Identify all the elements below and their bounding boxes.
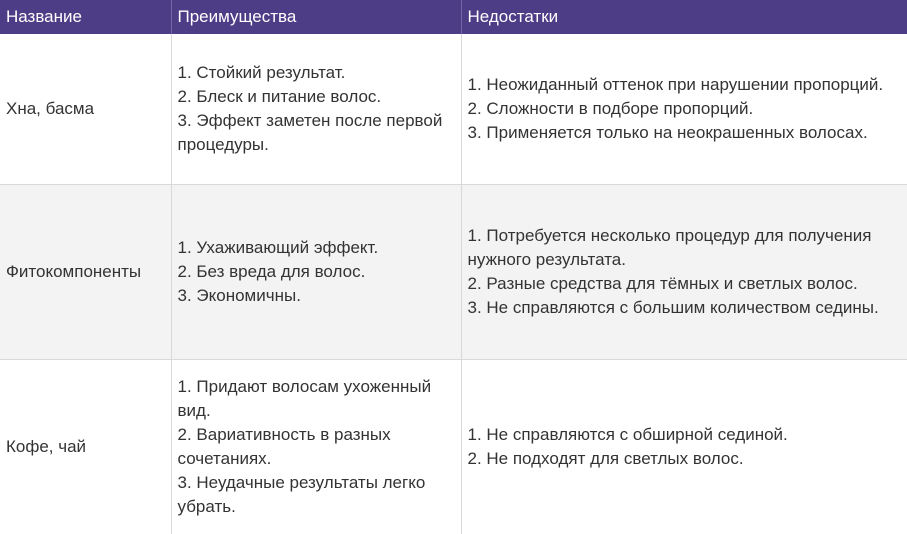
- pros-item: 3. Неудачные результаты легко убрать.: [177, 472, 426, 516]
- table-row: [0, 184, 907, 359]
- row-name: Кофе, чай: [0, 359, 171, 534]
- row-cons: [461, 359, 907, 534]
- pros-item: 1. Ухаживающий эффект.: [177, 237, 379, 257]
- cons-item: 1. Не справляются с обширной сединой.: [467, 424, 788, 444]
- row-pros: [171, 359, 461, 534]
- pros-item: 1. Придают волосам ухоженный вид.: [177, 376, 432, 420]
- row-name: Фитокомпоненты: [0, 184, 171, 359]
- row-cons: [461, 34, 907, 184]
- pros-item: 3. Экономичны.: [177, 285, 301, 305]
- header-cons: Недостатки: [461, 0, 907, 34]
- table-row: [0, 34, 907, 184]
- pros-item: 2. Блеск и питание волос.: [177, 86, 382, 106]
- pros-item: 2. Вариативность в разных сочетаниях.: [177, 424, 391, 468]
- pros-item: 3. Эффект заметен после первой процедуры.: [177, 110, 443, 154]
- cons-item: 2. Не подходят для светлых волос.: [467, 448, 744, 468]
- table-header-row: [0, 0, 907, 34]
- header-name: Название: [0, 0, 171, 34]
- cons-item: 3. Не справляются с большим количеством седины.: [467, 297, 879, 317]
- header-pros: Преимущества: [171, 0, 461, 34]
- table-row: [0, 359, 907, 534]
- cons-item: 3. Применяется только на неокрашенных волосах.: [467, 122, 868, 142]
- row-name: Хна, басма: [0, 34, 171, 184]
- row-pros: [171, 34, 461, 184]
- row-cons: [461, 184, 907, 359]
- pros-item: 1. Стойкий результат.: [177, 62, 346, 82]
- cons-item: 2. Сложности в подборе пропорций.: [467, 98, 754, 118]
- pros-item: 2. Без вреда для волос.: [177, 261, 366, 281]
- cons-item: 1. Неожиданный оттенок при нарушении пропорций.: [467, 74, 884, 94]
- row-pros: [171, 184, 461, 359]
- cons-item: 1. Потребуется несколько процедур для получения нужного результата.: [467, 225, 872, 269]
- cons-item: 2. Разные средства для тёмных и светлых волос.: [467, 273, 858, 293]
